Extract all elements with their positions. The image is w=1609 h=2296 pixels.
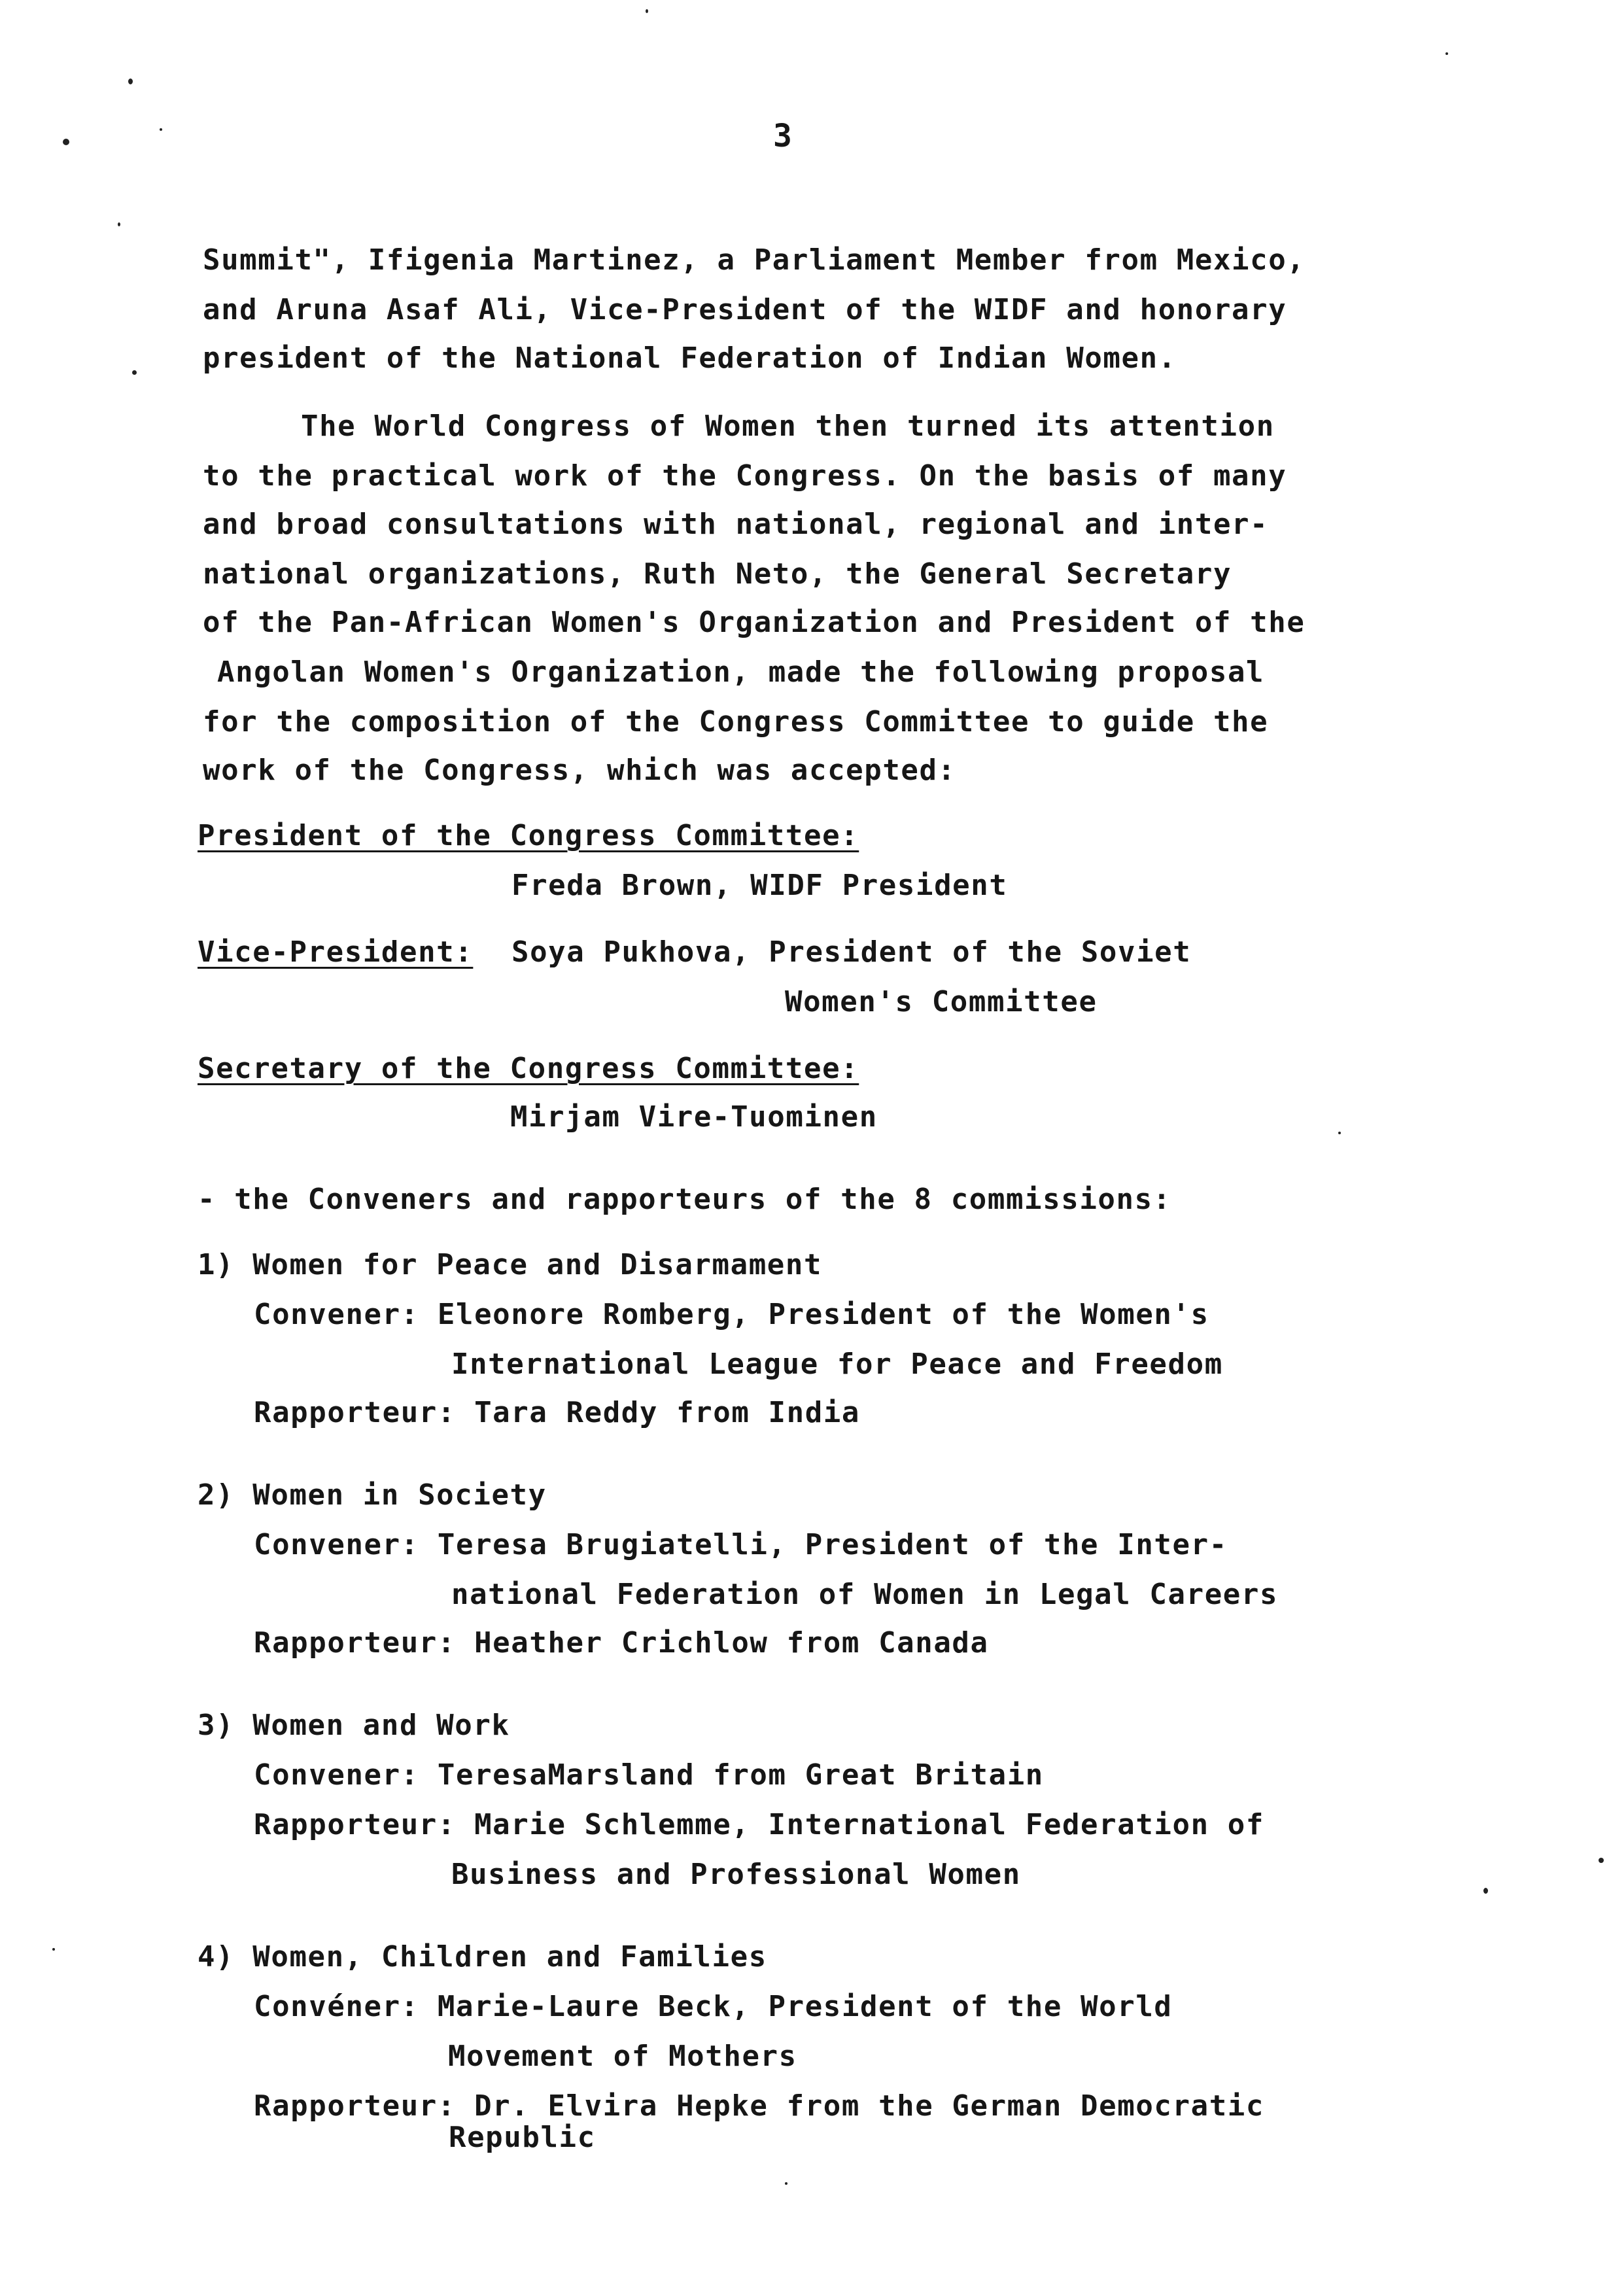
scan-speck <box>1483 1888 1488 1894</box>
paragraph-line: for the composition of the Congress Committee to guide the <box>203 705 1269 739</box>
president-heading: President of the Congress Committee: <box>198 819 859 852</box>
commission-convener: Convéner: Marie-Laure Beck, President of the World <box>254 1990 1173 2023</box>
president-name: Freda Brown, WIDF President <box>511 869 1008 902</box>
scan-speck <box>1338 1132 1341 1134</box>
secretary-heading: Secretary of the Congress Committee: <box>198 1052 859 1085</box>
commission-rapporteur-cont: Business and Professional Women <box>451 1858 1021 1891</box>
commission-rapporteur: Rapporteur: Tara Reddy from India <box>254 1396 860 1429</box>
paragraph-line: Angolan Women's Organization, made the following proposal <box>217 655 1265 689</box>
commission-title: 1) Women for Peace and Disarmament <box>198 1248 823 1281</box>
secretary-name: Mirjam Vire-Tuominen <box>510 1100 878 1134</box>
vice-president-name-cont: Women's Committee <box>785 985 1098 1018</box>
paragraph-line: and broad consultations with national, regional and inter- <box>203 508 1269 541</box>
commission-convener: Convener: Eleonore Romberg, President of the Women's <box>254 1298 1209 1331</box>
scan-speck <box>118 222 120 226</box>
commission-convener-cont: Movement of Mothers <box>448 2040 797 2073</box>
scan-speck <box>785 2182 787 2185</box>
paragraph-line: The World Congress of Women then turned its attention <box>301 409 1275 443</box>
commission-title: 4) Women, Children and Families <box>198 1940 767 1974</box>
intro-line: and Aruna Asaf Ali, Vice-President of the WIDF and honorary <box>203 293 1287 326</box>
commission-rapporteur: Rapporteur: Dr. Elvira Hepke from the German Democratic <box>254 2089 1264 2123</box>
scan-speck <box>646 9 648 13</box>
paragraph-line: of the Pan-African Women's Organization and President of the <box>203 606 1306 639</box>
scan-speck <box>52 1948 55 1951</box>
commission-convener: Convener: TeresaMarsland from Great Britain <box>254 1758 1044 1792</box>
commission-rapporteur-cont: Republic <box>449 2121 596 2154</box>
commission-title: 2) Women in Society <box>198 1478 547 1512</box>
scan-speck <box>132 370 137 375</box>
page-number: 3 <box>773 118 792 154</box>
intro-line: Summit", Ifigenia Martinez, a Parliament Member from Mexico, <box>203 243 1306 277</box>
intro-line: president of the National Federation of Indian Women. <box>203 341 1177 375</box>
commission-convener-cont: national Federation of Women in Legal Careers <box>451 1578 1279 1611</box>
vice-president-name: Soya Pukhova, President of the Soviet <box>511 935 1192 969</box>
scan-speck <box>160 128 162 131</box>
commission-rapporteur: Rapporteur: Heather Crichlow from Canada <box>254 1626 989 1660</box>
commission-title: 3) Women and Work <box>198 1709 510 1742</box>
commission-convener: Convener: Teresa Brugiatelli, President of the Inter- <box>254 1528 1228 1561</box>
scan-speck <box>63 139 69 145</box>
paragraph-line: to the practical work of the Congress. On the basis of many <box>203 459 1287 493</box>
scan-speck <box>128 78 133 84</box>
commission-convener-cont: International League for Peace and Freedom <box>451 1348 1223 1381</box>
commission-rapporteur: Rapporteur: Marie Schlemme, International Federation of <box>254 1808 1264 1841</box>
conveners-intro: - the Conveners and rapporteurs of the 8 commissions: <box>198 1183 1171 1216</box>
scan-speck <box>1445 52 1448 55</box>
scan-speck <box>1599 1858 1604 1863</box>
vice-president-heading: Vice-President: <box>198 935 474 969</box>
paragraph-line: work of the Congress, which was accepted: <box>203 754 956 787</box>
paragraph-line: national organizations, Ruth Neto, the General Secretary <box>203 557 1232 591</box>
